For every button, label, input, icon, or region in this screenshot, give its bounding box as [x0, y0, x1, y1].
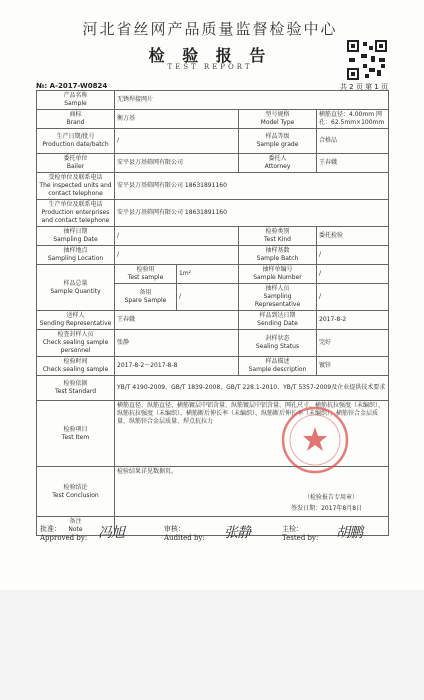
- check-period-value: 2017-8-2～2017-8-8: [115, 357, 239, 376]
- bailer-value: 安平县万基筛网有限公司: [115, 154, 239, 173]
- table-row: [37, 330, 389, 357]
- table-row: [37, 227, 389, 246]
- model-value: 横筋直径：4.00mm 网孔：62.5mm×100mm: [317, 110, 389, 129]
- sampling-date-value: /: [115, 227, 239, 246]
- grade-label: 样品等级 Sample grade: [239, 129, 317, 154]
- audited-block: [164, 524, 205, 542]
- official-seal-icon: [280, 405, 350, 475]
- table-row: [37, 357, 389, 376]
- approved-signature: 冯旭: [98, 525, 124, 541]
- test-item-label: 检验项目 Test Item: [37, 401, 115, 467]
- test-standard-label: 检验依据 Test Standard: [37, 376, 115, 401]
- sample-batch-value: /: [317, 246, 389, 265]
- center-name: 河北省丝网产品质量监督检验中心: [82, 20, 338, 38]
- sampling-representative-value: /: [317, 284, 389, 311]
- spare-sample-label: 备用 Spare Sample: [115, 284, 177, 311]
- production-date-label: 生产日期/批号 Production date/batch: [37, 129, 115, 154]
- table-row: [37, 91, 389, 110]
- sample-quantity-label: 样品总量 Sample Quantity: [37, 265, 115, 311]
- brand-label: 商标 Brand: [37, 110, 115, 129]
- sending-date-value: 2017-8-2: [317, 311, 389, 330]
- check-period-label: 检验时间 Check sealing sample: [37, 357, 115, 376]
- test-sample-value: 1m²: [177, 265, 239, 284]
- table-row: [37, 154, 389, 173]
- audited-label-en: Audited by:: [164, 534, 205, 542]
- test-conclusion-label: 检验结论 Test Conclusion: [37, 467, 115, 517]
- attorney-label: 委托人 Attorney: [239, 154, 317, 173]
- inspected-units-value: 安平县万基筛网有限公司 18631891160: [115, 173, 389, 200]
- test-kind-label: 检验类别 Test Kind: [239, 227, 317, 246]
- brand-value: 衡万基: [115, 110, 239, 129]
- test-standard-value: YB/T 4190-2009、GB/T 1839-2008、GB/T 228.1-2010、YB/T 5357-2009及企业提供技术要求: [115, 376, 389, 401]
- sample-name-value: 无锈焊接网片: [115, 91, 389, 110]
- sample-batch-label: 抽样基数 Sample Batch: [239, 246, 317, 265]
- test-kind-value: 委托检验: [317, 227, 389, 246]
- sampling-date-label: 抽样日期 Sampling Date: [37, 227, 115, 246]
- model-label: 型号规格 Model Type: [239, 110, 317, 129]
- table-row: [37, 311, 389, 330]
- test-sample-label: 检验用 Test sample: [115, 265, 177, 284]
- tested-block: [282, 524, 318, 542]
- approved-label-en: Approved by:: [40, 534, 88, 542]
- inspected-units-label: 受检单位及联系电话 The inspected units and contact telephone: [37, 173, 115, 200]
- grade-value: 合格品: [317, 129, 389, 154]
- table-row: [37, 173, 389, 200]
- tested-label-zh: 主检：: [282, 525, 303, 533]
- check-sealing-personnel-value: 张静: [115, 330, 239, 357]
- check-sealing-personnel-label: 检查封样人员 Check sealing sample personnel: [37, 330, 115, 357]
- qr-code-icon: [347, 40, 387, 80]
- sample-description-value: 镀锌: [317, 357, 389, 376]
- tested-signature: 胡鹏: [336, 525, 362, 541]
- sample-name-label: 产品名称 Sample: [37, 91, 115, 110]
- note-label: 备注 Note: [37, 517, 115, 536]
- bailer-label: 委托单位 Bailer: [37, 154, 115, 173]
- table-row: [37, 376, 389, 401]
- spare-sample-value: /: [177, 284, 239, 311]
- tested-label-en: Tested by:: [282, 534, 319, 542]
- issue-date: 签发日期：2017年8月8日: [291, 505, 363, 512]
- sampling-location-value: /: [115, 246, 239, 265]
- production-enterprise-label: 生产单位及联系电话 Production enterprises and contact telephone: [37, 200, 115, 227]
- approved-block: [40, 524, 87, 542]
- report-title: 检 验 报 告: [148, 46, 272, 65]
- stamp-caption: （检验报告专用章）: [304, 494, 359, 501]
- sending-representative-label: 送样人 Sending Representative: [37, 311, 115, 330]
- sample-description-label: 样品描述 Sample description: [239, 357, 317, 376]
- page-count: 共 2 页 第 1 页: [339, 83, 388, 91]
- sample-number-value: /: [317, 265, 389, 284]
- test-item-value: 横筋直径、纵筋直径、横筋镀层中铝含量、纵筋镀层中铝含量、网孔尺寸、横筋抗拉强度（未编织）、纵筋抗拉强度（未编织）、横筋断后伸长率（未编织）、纵筋断后伸长率（未编织）、横筋锌合金层质量、纵筋锌合金层质量、焊点抗拉力: [115, 401, 389, 467]
- attorney-value: 王春娥: [317, 154, 389, 173]
- report-subtitle: TEST REPORT: [167, 63, 253, 71]
- report-number: №: A-2017-W0824: [36, 82, 108, 90]
- sample-number-label: 抽样单编号 Sample Number: [239, 265, 317, 284]
- table-row: [37, 265, 389, 284]
- sealing-status-label: 封样状态 Sealing Status: [239, 330, 317, 357]
- table-row: [37, 200, 389, 227]
- background-area: [0, 590, 424, 700]
- sending-representative-value: 王春娥: [115, 311, 239, 330]
- approved-label-zh: 批准：: [40, 525, 61, 533]
- table-row: [37, 110, 389, 129]
- table-row: [37, 129, 389, 154]
- sending-date-label: 样品到达日期 Sending Date: [239, 311, 317, 330]
- sampling-location-label: 抽样地点 Sampling Location: [37, 246, 115, 265]
- audited-label-zh: 审核：: [164, 525, 185, 533]
- conclusion-text: 检验结果详见数据页。: [117, 468, 178, 475]
- table-row: [37, 246, 389, 265]
- signature-footer: [36, 520, 388, 550]
- audited-signature: 张静: [224, 525, 250, 541]
- production-date-value: /: [115, 129, 239, 154]
- production-enterprise-value: 安平县万基筛网有限公司 18631891160: [115, 200, 389, 227]
- sealing-status-value: 完好: [317, 330, 389, 357]
- sampling-representative-label: 抽样人员 Sampling Representative: [239, 284, 317, 311]
